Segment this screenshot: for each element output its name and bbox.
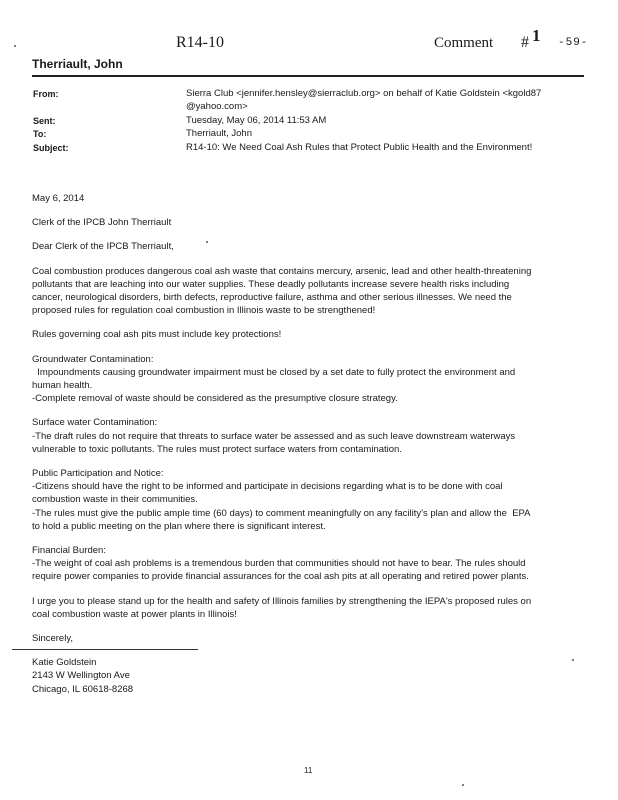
scan-speck (206, 241, 208, 243)
urge-paragraph: I urge you to please stand up for the health and safety of Illinois families by strengthening the IEPA's proposed rules on coal combustion waste at power plants in Illinois! (32, 595, 532, 620)
scan-speck (14, 45, 16, 47)
docket-number: R14-10 (176, 34, 224, 51)
recipient-name: Therriault, John (32, 57, 123, 71)
from-value: Sierra Club <jennifer.hensley@sierraclub.org> on behalf of Katie Goldstein <kgold87 (186, 88, 542, 99)
public-participation-section: Public Participation and Notice: -Citizens should have the right to be informed and participate in decisions regarding what is to be done with coal combustion waste in their communities. -The rules must give the public ample time (60 days) to comment meaningfully on any facility's plan and allow the EPA to hold a public meeting on the plan where there is significant interest. (32, 468, 531, 532)
letter-date: May 6, 2014 (32, 193, 85, 204)
footer-page-number: 11 (304, 766, 313, 775)
letter-salutation: Dear Clerk of the IPCB Therriault, (32, 241, 174, 253)
sent-value: Tuesday, May 06, 2014 11:53 AM (186, 115, 327, 126)
surface-water-section: Surface water Contamination: -The draft rules do not require that threats to surface water be assessed and as such leave downstream waterways vulnerable to toxic pollutants. The rules must protect surface waters from contamination. (32, 417, 516, 455)
closing: Sincerely, (32, 633, 74, 645)
subject-label: Subject: (33, 143, 69, 153)
from-label: From: (33, 89, 59, 99)
scan-speck (462, 784, 464, 786)
letter-addressee: Clerk of the IPCB John Therriault (32, 217, 172, 229)
to-value: Therriault, John (186, 128, 253, 139)
financial-burden-section: Financial Burden: -The weight of coal ash problems is a tremendous burden that communities should not have to bear. The rules should require power companies to provide financial assurances for the coal ash pits at all operating and retired power plants. (32, 545, 529, 583)
subject-value: R14-10: We Need Coal Ash Rules that Protect Public Health and the Environment! (186, 142, 533, 153)
to-label: To: (33, 129, 47, 139)
protections-line: Rules governing coal ash pits must include key protections! (32, 329, 282, 341)
sent-label: Sent: (33, 116, 56, 126)
letter-body (32, 192, 592, 696)
header-divider (32, 75, 584, 77)
scan-speck (572, 659, 574, 661)
from-value-cont: @yahoo.com> (186, 101, 248, 112)
signature-block: Katie Goldstein 2143 W Wellington Ave Chicago, IL 60618-8268 (32, 657, 134, 695)
page-stamp: -59- (558, 37, 589, 49)
comment-number: 1 (532, 26, 541, 45)
comment-hash: # (521, 34, 529, 51)
intro-paragraph: Coal combustion produces dangerous coal ash waste that contains mercury, arsenic, lead and other health-threatening pollutants that are leaching into our water supplies. These deadly pollutants increase severe health risks including cancer, neurological disorders, birth defects, reproductive failure, asthma and other serious illnesses. We need the proposed rules for regulation coal combustion in Illinois waste to be strengthened! (32, 265, 532, 317)
groundwater-section: Groundwater Contamination: Impoundments causing groundwater impairment must be closed by a set date to fully protect the environment and human health. -Complete removal of waste should be considered as the presumptive closure strategy. (32, 353, 516, 405)
scan-artifact-line (12, 649, 198, 650)
comment-label: Comment (434, 35, 494, 51)
